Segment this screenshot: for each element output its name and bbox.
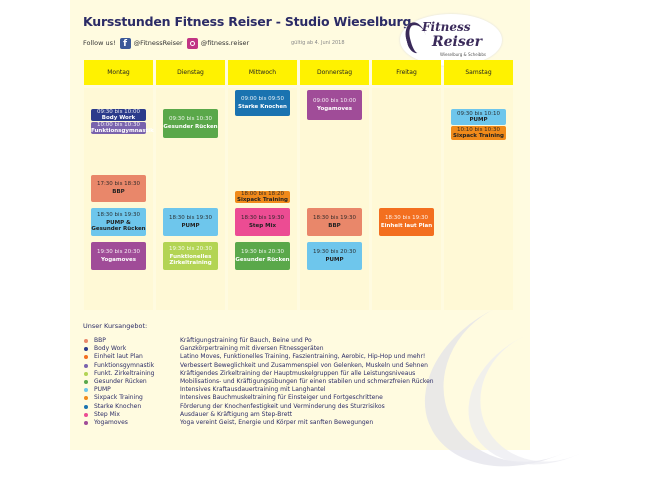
session-time: 19:30 bis 20:30 — [312, 249, 357, 256]
session-name: Yogamoves — [100, 257, 136, 264]
session-name: Gesunder Rücken — [235, 257, 290, 264]
session-block[interactable] — [235, 242, 290, 270]
session-time: 18:30 bis 19:30 — [96, 211, 141, 218]
day-header-0: Montag — [84, 60, 153, 85]
session-name: Step Mix — [248, 222, 277, 229]
session-time: 10:10 bis 10:30 — [456, 126, 501, 133]
session-name: Funktionelles Zirkeltraining — [169, 254, 212, 267]
session-block[interactable] — [163, 242, 218, 270]
offer-item — [83, 345, 543, 353]
valid-from-note: gültig ab 4. Juni 2018 — [291, 40, 345, 46]
color-dot-icon — [84, 372, 88, 376]
session-time: 09:30 bis 10:30 — [168, 116, 213, 123]
session-name: Einheit laut Plan — [380, 222, 433, 229]
offer-description: Förderung der Knochenfestigkeit und Verminderung des Sturzrisikos — [180, 402, 385, 410]
offers-list — [83, 337, 543, 427]
offer-item — [83, 370, 543, 378]
session-name: PUMP & Gesunder Rücken — [91, 219, 146, 232]
session-time: 19:30 bis 20:30 — [240, 249, 285, 256]
session-time: 18:30 bis 19:30 — [168, 214, 213, 221]
offer-name: PUMP — [94, 386, 111, 394]
color-dot-icon — [84, 347, 88, 351]
instagram-icon[interactable] — [187, 38, 198, 49]
session-block[interactable] — [91, 175, 146, 203]
offer-name: Funktionsgymnastik — [94, 361, 155, 369]
session-time: 18:30 bis 19:30 — [240, 214, 285, 221]
day-header-3: Donnerstag — [300, 60, 369, 85]
offer-item — [83, 419, 543, 427]
session-name: Sixpack Training — [237, 197, 288, 204]
logo — [400, 14, 502, 66]
session-name: PUMP — [325, 257, 344, 264]
session-time: 09:30 bis 10:10 — [456, 110, 501, 117]
session-time: 09:00 bis 10:00 — [312, 98, 357, 105]
day-header-1: Dienstag — [156, 60, 225, 85]
logo-text-location: Wieselburg & Scheibbs — [440, 52, 486, 57]
offer-name: Yogamoves — [94, 418, 128, 426]
offer-name: Gesunder Rücken — [94, 377, 147, 385]
session-block[interactable] — [91, 242, 146, 270]
session-block[interactable] — [307, 90, 362, 120]
session-name: Sixpack Training — [453, 132, 504, 139]
offer-name: Funkt. Zirkeltraining — [94, 369, 155, 377]
color-dot-icon — [84, 364, 88, 368]
session-block[interactable] — [379, 208, 434, 236]
session-time: 18:00 bis 18:20 — [240, 191, 285, 198]
color-dot-icon — [84, 413, 88, 417]
color-dot-icon — [84, 388, 88, 392]
session-name: Funktionsgymnastik — [91, 127, 154, 134]
session-name: BBP — [328, 222, 341, 229]
logo-text-reiser: Reiser — [432, 34, 483, 50]
offer-name: Einheit laut Plan — [94, 353, 143, 361]
session-time: 10:00 bis 10:30 — [96, 121, 141, 128]
offer-name: Starke Knochen — [94, 402, 142, 410]
follow-label: Follow us! — [83, 39, 116, 47]
day-header-4: Freitag — [372, 60, 441, 85]
session-name: PUMP — [181, 222, 200, 229]
offer-item — [83, 386, 543, 394]
offer-description: Verbessert Beweglichkeit und Zusammenspiel von Gelenken, Muskeln und Sehnen — [180, 361, 428, 369]
session-time: 18:30 bis 19:30 — [384, 214, 429, 221]
offer-name: Body Work — [94, 345, 127, 353]
offers-title: Unser Kursangebot: — [83, 322, 148, 330]
day-column — [372, 88, 441, 310]
session-name: BBP — [112, 189, 125, 196]
instagram-handle[interactable]: @fitness.reiser — [200, 39, 250, 47]
offer-description: Intensives Kraftausdauertraining mit Langhantel — [180, 386, 326, 394]
offer-description: Yoga vereint Geist, Energie und Körper mit sanften Bewegungen — [180, 418, 374, 426]
facebook-handle[interactable]: @FitnessReiser — [133, 39, 183, 47]
session-name: Yogamoves — [316, 106, 352, 113]
session-block[interactable] — [307, 242, 362, 270]
session-block[interactable] — [163, 208, 218, 236]
color-dot-icon — [84, 355, 88, 359]
offer-item — [83, 403, 543, 411]
session-time: 09:30 bis 10:00 — [96, 109, 141, 116]
session-block[interactable] — [91, 109, 146, 121]
color-dot-icon — [84, 380, 88, 384]
offer-description: Mobilisations- und Kräftigungsübungen für einen stabilen und schmerzfreien Rücken — [180, 377, 434, 385]
session-block[interactable] — [91, 208, 146, 236]
color-dot-icon — [84, 405, 88, 409]
session-block[interactable] — [235, 90, 290, 116]
session-block[interactable] — [163, 109, 218, 138]
offer-description: Intensives Bauchmuskeltraining für Einsteiger und Fortgeschrittene — [180, 394, 383, 402]
offer-item — [83, 411, 543, 419]
offer-item — [83, 337, 543, 345]
session-name: Gesunder Rücken — [163, 124, 218, 131]
session-time: 09:00 bis 09:50 — [240, 95, 285, 102]
session-time: 19:30 bis 20:30 — [96, 249, 141, 256]
offer-name: BBP — [94, 337, 106, 344]
session-name: Body Work — [101, 115, 136, 122]
session-block[interactable] — [235, 191, 290, 203]
color-dot-icon — [84, 396, 88, 400]
offer-item — [83, 378, 543, 386]
day-column — [300, 88, 369, 310]
social-links — [83, 37, 249, 49]
session-block[interactable] — [235, 208, 290, 236]
session-block[interactable] — [451, 109, 506, 125]
color-dot-icon — [84, 421, 88, 425]
offer-item — [83, 394, 543, 402]
session-block[interactable] — [91, 121, 154, 134]
offer-description: Ganzkörpertraining mit diversen Fitnessgeräten — [180, 345, 324, 353]
offer-item — [83, 353, 543, 361]
offer-description: Kräftigendes Zirkeltraining der Hauptmuskelgruppen für alle Leistungsniveaus — [180, 369, 416, 377]
day-header-2: Mittwoch — [228, 60, 297, 85]
day-header-5: Samstag — [444, 60, 513, 85]
session-name: Starke Knochen — [238, 103, 287, 110]
session-block[interactable] — [451, 126, 506, 140]
facebook-icon[interactable]: f — [120, 38, 131, 49]
offer-description: Latino Moves, Funktionelles Training, Faszientraining, Aerobic, Hip-Hop und mehr! — [180, 353, 426, 361]
offer-description: Ausdauer & Kräftigung am Step-Brett — [180, 410, 293, 418]
session-time: 17:30 bis 18:30 — [96, 181, 141, 188]
session-time: 19:30 bis 20:30 — [168, 246, 213, 253]
offer-item — [83, 362, 543, 370]
offer-name: Sixpack Training — [94, 394, 143, 402]
color-dot-icon — [84, 339, 88, 343]
page-title: Kursstunden Fitness Reiser - Studio Wieselburg — [83, 14, 412, 29]
session-time: 18:30 bis 19:30 — [312, 214, 357, 221]
session-name: PUMP — [469, 116, 488, 123]
offer-description: Kräftigungstraining für Bauch, Beine und Po — [180, 337, 312, 344]
session-block[interactable] — [307, 208, 362, 236]
logo-text-fitness: Fitness — [422, 20, 471, 34]
offer-name: Step Mix — [94, 410, 120, 418]
